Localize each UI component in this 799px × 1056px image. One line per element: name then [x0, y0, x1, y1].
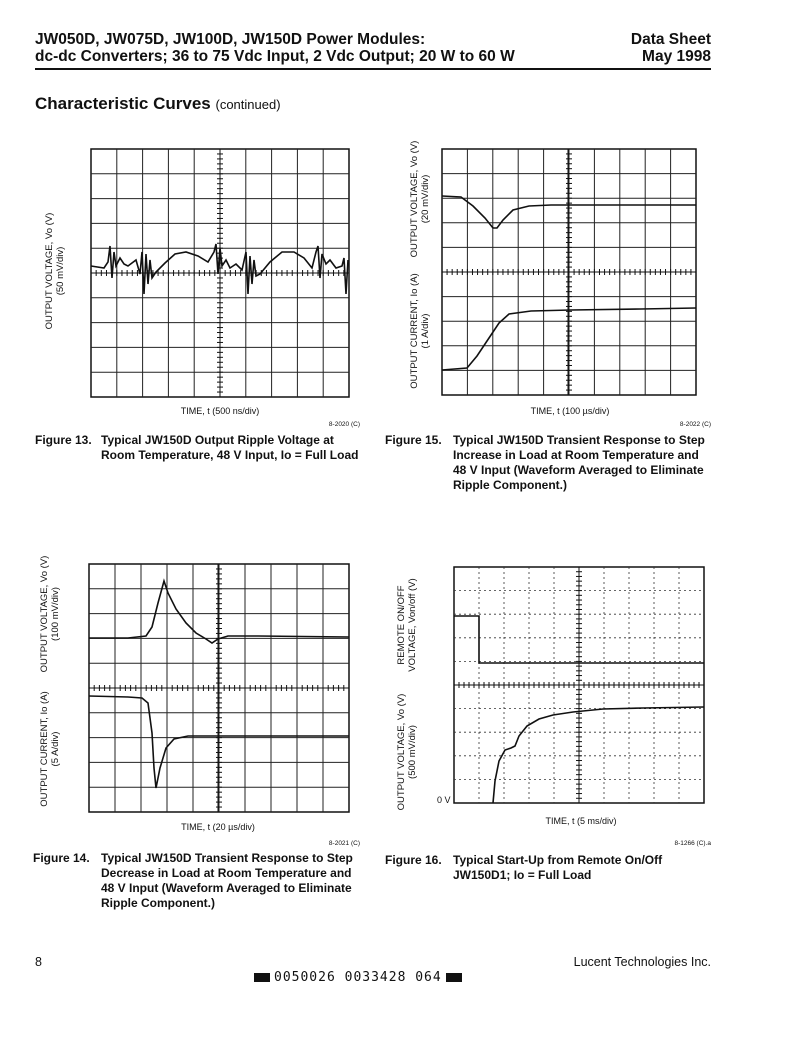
fig13-caption	[35, 433, 365, 463]
fig16-number: Figure 16.	[385, 853, 442, 867]
fig16-ylabel-bottom-text: OUTPUT VOLTAGE, Vo (V)	[396, 693, 407, 811]
fig16-ylabel-top-line1: REMOTE ON/OFF	[396, 585, 407, 665]
fig13-ylabel	[44, 201, 66, 341]
fig14-ylabel-top-text: OUTPUT VOLTAGE, Vo (V)	[39, 555, 50, 673]
barcode-block-right	[446, 973, 462, 982]
fig16-code: 8-1266 (C).a	[674, 840, 711, 847]
fig16-zero-label: 0 V	[437, 795, 451, 805]
fig16-caption	[385, 853, 705, 883]
fig14-ylabel-bottom	[39, 679, 61, 819]
fig15-scope	[441, 148, 697, 396]
barcode	[250, 970, 466, 985]
section-title: Characteristic Curves	[35, 94, 211, 113]
fig15-ydiv-top-text: (20 mV/div)	[420, 174, 431, 224]
fig13-xlabel: TIME, t (500 ns/div)	[180, 406, 260, 416]
fig15-ylabel-bottom	[409, 261, 431, 401]
fig14-code: 8-2021 (C)	[328, 840, 360, 847]
fig13-ylabel-text: OUTPUT VOLTAGE, Vo (V)	[44, 212, 55, 330]
section-heading	[35, 94, 281, 114]
fig16-output-voltage-waveform	[493, 707, 704, 803]
company-name: Lucent Technologies Inc.	[573, 955, 711, 969]
fig14-scope	[88, 563, 350, 813]
title-line-2: dc-dc Converters; 36 to 75 Vdc Input, 2 Vdc Output; 20 W to 60 W	[35, 48, 515, 65]
fig14-caption-text: Typical JW150D Transient Response to Step Decrease in Load at Room Temperature and 48 V Input (Waveform Averaged to Eliminate Ripple Component.)	[101, 851, 353, 910]
fig13-ydiv-text: (50 mV/div)	[55, 246, 66, 296]
fig16-caption-text: Typical Start-Up from Remote On/Off JW150D1; Io = Full Load	[453, 853, 663, 882]
fig13-number: Figure 13.	[35, 433, 92, 447]
fig15-xlabel: TIME, t (100 µs/div)	[530, 406, 610, 416]
header-divider	[35, 68, 711, 70]
fig15-code: 8-2022 (C)	[679, 421, 711, 428]
document-title	[35, 31, 515, 65]
document-meta	[631, 31, 711, 65]
fig15-ylabel-bottom-text: OUTPUT CURRENT, Io (A)	[409, 273, 420, 389]
fig16-scope	[453, 566, 705, 804]
fig16-ydiv-bottom-text: (500 mV/div)	[407, 725, 418, 779]
fig14-ydiv-bottom-text: (5 A/div)	[50, 731, 61, 767]
fig16-xlabel: TIME, t (5 ms/div)	[545, 816, 617, 826]
page-number: 8	[35, 955, 42, 969]
fig15-caption	[385, 433, 715, 493]
fig14-number: Figure 14.	[33, 851, 90, 865]
barcode-block-left	[254, 973, 270, 982]
fig16-ylabel-top	[396, 555, 418, 695]
fig14-caption	[33, 851, 363, 911]
fig14-ydiv-top-text: (100 mV/div)	[50, 587, 61, 641]
fig16-ylabel-bottom	[396, 682, 418, 822]
doc-type: Data Sheet	[630, 31, 711, 48]
doc-date: May 1998	[642, 48, 711, 65]
fig14-ylabel-top	[39, 544, 61, 684]
fig13-code: 8-2020 (C)	[328, 421, 360, 428]
fig14-ylabel-bottom-text: OUTPUT CURRENT, Io (A)	[39, 691, 50, 807]
title-line-1: JW050D, JW075D, JW100D, JW150D Power Modules:	[35, 31, 426, 48]
fig13-scope	[90, 148, 350, 398]
section-subtitle: (continued)	[215, 97, 281, 112]
fig15-ylabel-top	[409, 129, 431, 269]
fig16-ylabel-top-line2: VOLTAGE, Von/off (V)	[407, 578, 418, 672]
fig15-ylabel-top-text: OUTPUT VOLTAGE, Vo (V)	[409, 140, 420, 258]
barcode-text: 0050026 0033428 064	[274, 970, 442, 985]
fig13-caption-text: Typical JW150D Output Ripple Voltage at Room Temperature, 48 V Input, Io = Full Load	[101, 433, 359, 462]
fig15-ydiv-bottom-text: (1 A/div)	[420, 313, 431, 349]
fig14-xlabel: TIME, t (20 µs/div)	[181, 822, 255, 832]
fig15-number: Figure 15.	[385, 433, 442, 447]
fig15-caption-text: Typical JW150D Transient Response to Step Increase in Load at Room Temperature and 48 V Input (Waveform Averaged to Eliminate Ripple Component.)	[453, 433, 705, 492]
